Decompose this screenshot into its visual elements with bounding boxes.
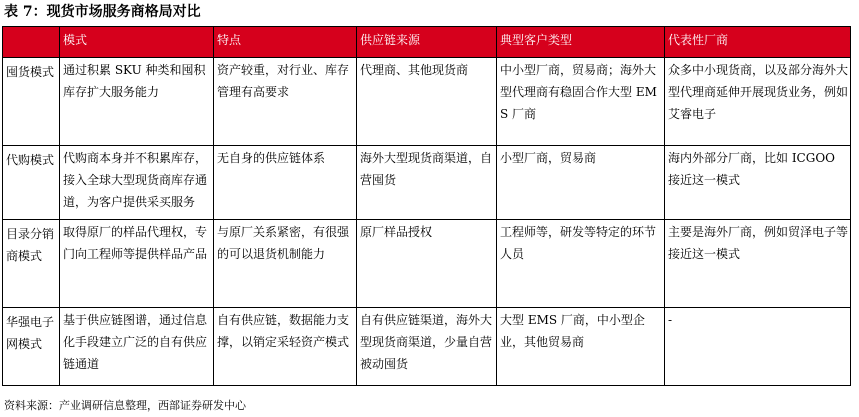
table-row: [3, 308, 851, 386]
header-cell-features: 特点: [214, 27, 357, 58]
table-cell: 与原厂关系紧密，有很强的可以退货机制能力: [214, 220, 357, 308]
table-cell: 原厂样品授权: [357, 220, 497, 308]
table-cell: 中小型厂商，贸易商；海外大型代理商有稳固合作大型 EMS 厂商: [497, 58, 665, 146]
comparison-table: [2, 26, 851, 386]
table-cell: 小型厂商，贸易商: [497, 146, 665, 220]
row-label: 目录分销商模式: [3, 220, 60, 308]
table-cell: 海内外部分厂商，比如 ICGOO 接近这一模式: [665, 146, 851, 220]
table-row: [3, 58, 851, 146]
table-cell: 大型 EMS 厂商，中小型企业，其他贸易商: [497, 308, 665, 386]
table-cell: 自有供应链渠道，海外大型现货商渠道，少量自营被动囤货: [357, 308, 497, 386]
table-cell: 海外大型现货商渠道，自营囤货: [357, 146, 497, 220]
table-cell: 取得原厂的样品代理权，专门向工程师等提供样品产品: [60, 220, 214, 308]
table-cell: 无自身的供应链体系: [214, 146, 357, 220]
table-cell: 主要是海外厂商，例如贸泽电子等接近这一模式: [665, 220, 851, 308]
table-cell: 基于供应链图谱，通过信息化手段建立广泛的自有供应链通道: [60, 308, 214, 386]
table-cell: 众多中小现货商，以及部分海外大型代理商延伸开展现货业务，例如艾睿电子: [665, 58, 851, 146]
row-label: 囤货模式: [3, 58, 60, 146]
header-cell-customer-type: 典型客户类型: [497, 27, 665, 58]
header-cell-representative: 代表性厂商: [665, 27, 851, 58]
source-note: 资料来源：产业调研信息整理，西部证券研发中心: [4, 399, 246, 412]
table-cell: 代购商本身并不积累库存，接入全球大型现货商库存通道，为客户提供采买服务: [60, 146, 214, 220]
table-cell: 代理商、其他现货商: [357, 58, 497, 146]
header-cell-corner: [3, 27, 60, 58]
table-row: [3, 220, 851, 308]
row-label: 代购模式: [3, 146, 60, 220]
header-cell-mode: 模式: [60, 27, 214, 58]
table-row: [3, 146, 851, 220]
table-cell: 自有供应链，数据能力支撑，以销定采轻资产模式: [214, 308, 357, 386]
table-cell: 资产较重，对行业、库存管理有高要求: [214, 58, 357, 146]
table-title: 表 7：现货市场服务商格局对比: [4, 4, 201, 20]
table-cell: -: [665, 308, 851, 386]
table-header-row: [3, 27, 851, 58]
row-label: 华强电子网模式: [3, 308, 60, 386]
header-cell-supply-source: 供应链来源: [357, 27, 497, 58]
table-cell: 通过积累 SKU 种类和囤积库存扩大服务能力: [60, 58, 214, 146]
table-cell: 工程师等，研发等特定的环节人员: [497, 220, 665, 308]
